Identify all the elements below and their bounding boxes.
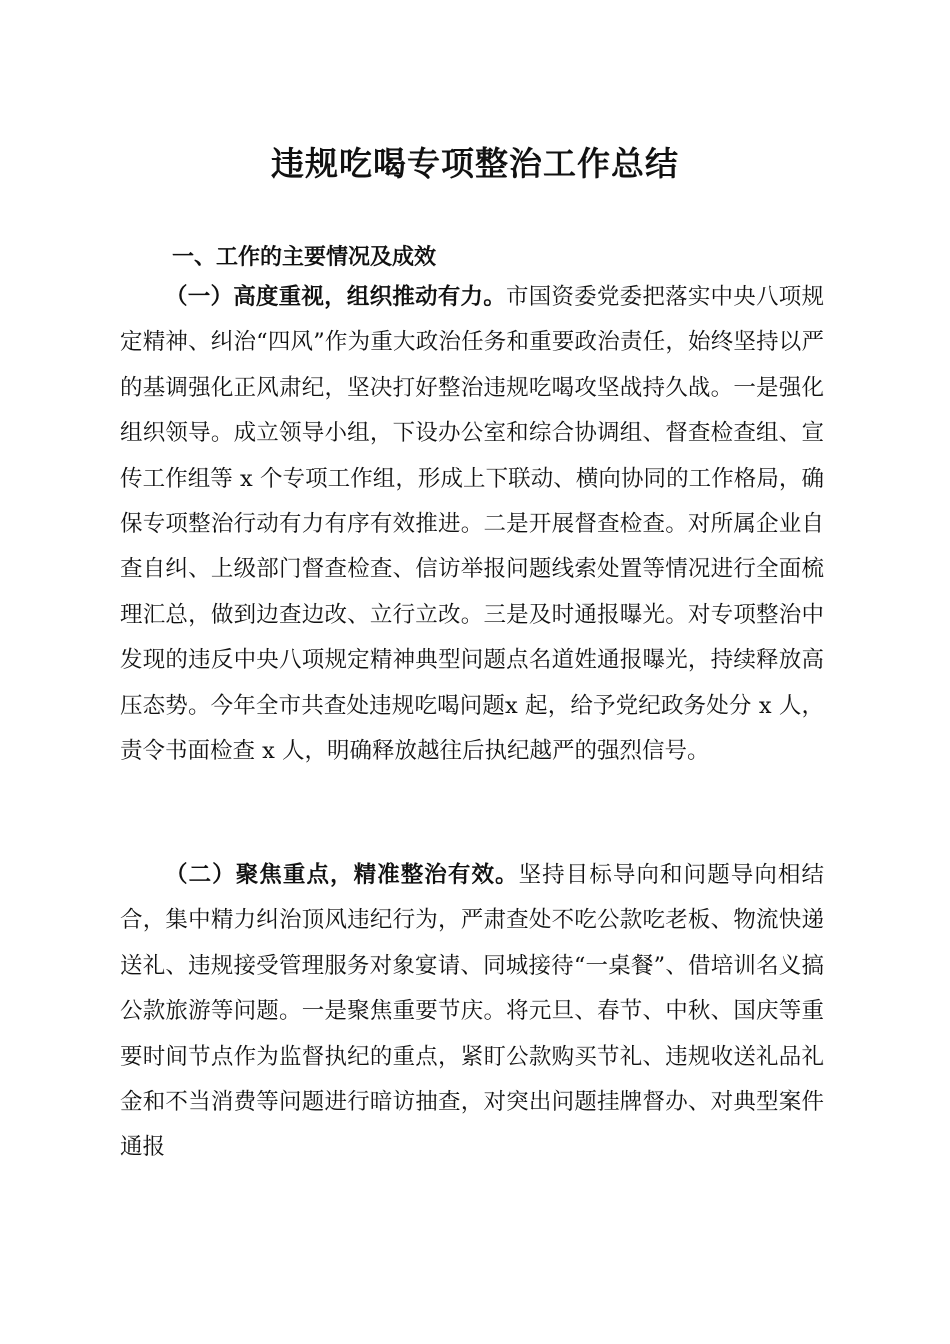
paragraph-1	[120, 275, 824, 774]
section-heading: 一、工作的主要情况及成效	[172, 245, 437, 270]
paragraph-1-body: 市国资委党委把落实中央八项规定精神、纠治“四风”作为重大政治任务和重要政治责任，始终坚持以严的基调强化正风肃纪，坚决打好整治违规吃喝攻坚战持久战。一是强化组织领导。成立领导小组，下设办公室和综合协调组、督查检查组、宣传工作组等 x 个专项工作组，形成上下联动、横向协同的工作格局，确保专项整治行动有力有序有效推进。二是开展督查检查。对所属企业自查自纠、上级部门督查检查、信访举报问题线索处置等情况进行全面梳理汇总，做到边查边改、立行立改。三是及时通报曝光。对专项整治中发现的违反中央八项规定精神典型问题点名道姓通报曝光，持续释放高压态势。今年全市共查处违规吃喝问题x 起，给予党纪政务处分 x 人，责令书面检查 x 人，明确释放越往后执纪越严的强烈信号。	[120, 284, 824, 765]
paragraph-1-lead: （一）高度重视，组织推动有力。	[165, 284, 506, 310]
paragraph-2-body: 坚持目标导向和问题导向相结合，集中精力纠治顶风违纪行为，严肃查处不吃公款吃老板、物流快递送礼、违规接受管理服务对象宴请、同城接待“一桌餐”、借培训名义搞公款旅游等问题。一是聚焦重要节庆。将元旦、春节、中秋、国庆等重要时间节点作为监督执纪的重点，紧盯公款购买节礼、违规收送礼品礼金和不当消费等问题进行暗访抽查，对突出问题挂牌督办、对典型案件通报	[120, 862, 824, 1161]
paragraph-2-lead: （二）聚焦重点，精准整治有效。	[165, 862, 519, 888]
document-title: 违规吃喝专项整治工作总结	[271, 144, 679, 183]
paragraph-2	[120, 853, 824, 1171]
